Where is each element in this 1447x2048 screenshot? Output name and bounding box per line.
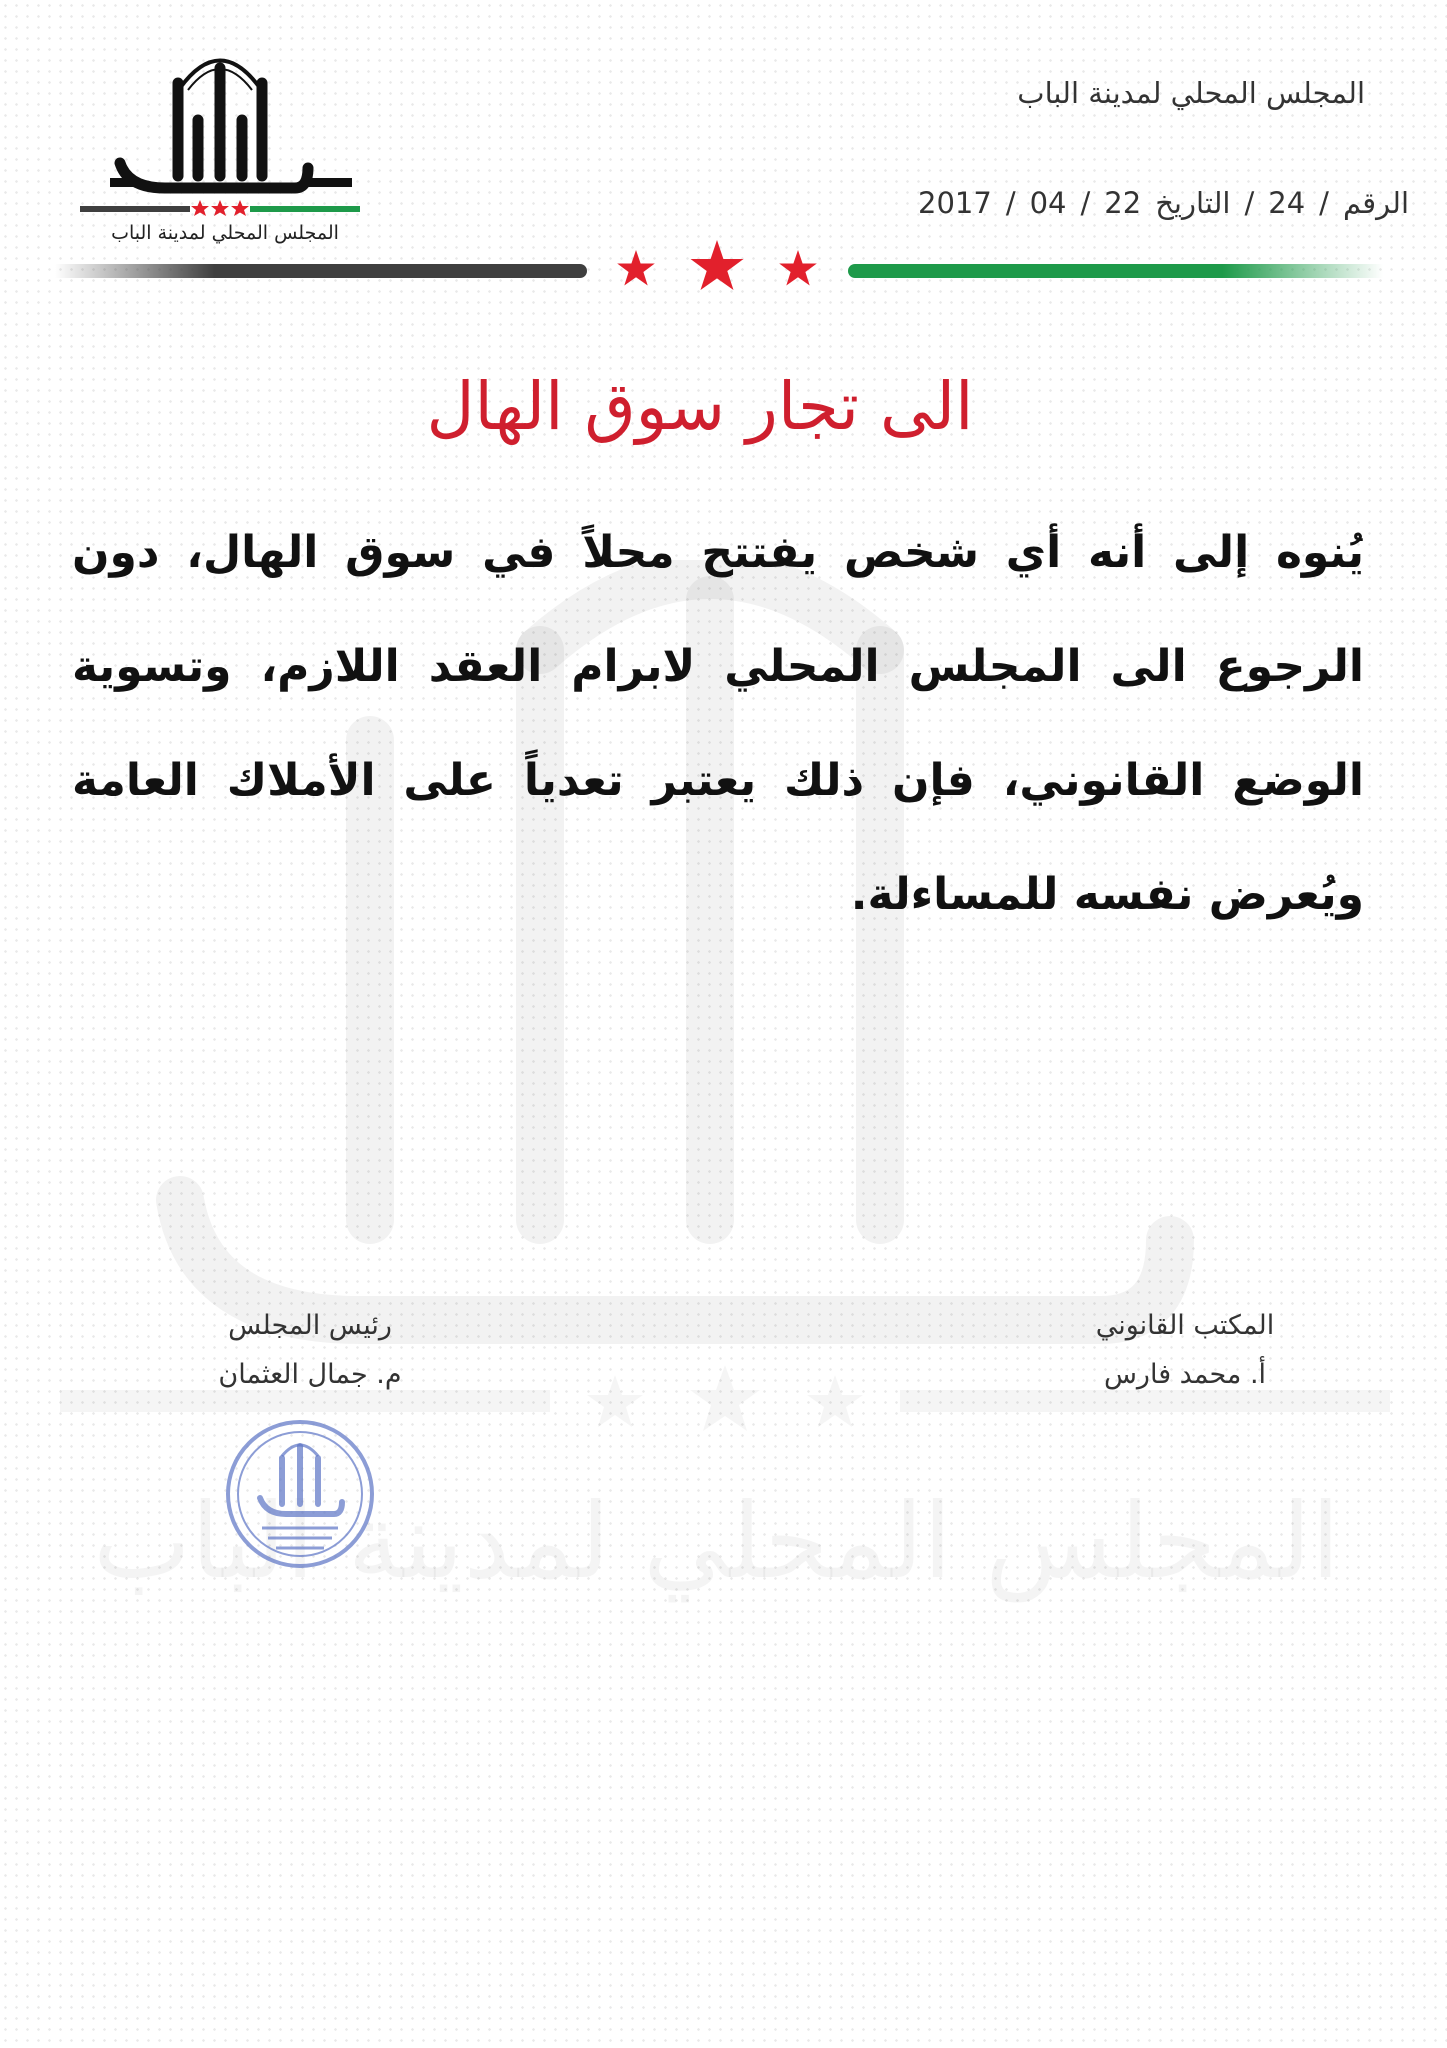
separator: / [1319, 186, 1329, 220]
council-head-role: رئيس المجلس [228, 1310, 392, 1341]
reference-number: 24 [1268, 186, 1306, 220]
separator: / [1244, 186, 1255, 220]
council-head-name: م. جمال العثمان [218, 1359, 402, 1390]
council-head-signature [150, 1310, 470, 1390]
date-month: 04 [1029, 186, 1067, 220]
date-day: 22 [1104, 186, 1142, 220]
legal-office-name: أ. محمد فارس [1103, 1359, 1267, 1390]
document-body: يُنوه إلى أنه أي شخص يفتتح محلاً في سوق الهال، دون الرجوع الى المجلس المحلي لابرام العقد اللازم، وتسوية الوضع القانوني، فإن ذلك يعتبر تعدياً على الأملاك العامة ويُعرض نفسه للمساءلة. [72, 527, 1364, 920]
legal-office-signature [1040, 1310, 1330, 1390]
date-year: 2017 [918, 186, 992, 220]
separator: / [1005, 186, 1016, 220]
logo-caption: المجلس المحلي لمدينة الباب [111, 222, 339, 244]
council-name: المجلس المحلي لمدينة الباب [1017, 76, 1365, 110]
document-title: الى تجار سوق الهال [426, 368, 974, 445]
legal-office-role: المكتب القانوني [1095, 1310, 1275, 1341]
three-stars-icon [605, 238, 830, 302]
flag-stripe-green [848, 264, 1383, 278]
reference-date-line [918, 186, 1409, 220]
reference-label: الرقم [1342, 186, 1409, 220]
date-label: التاريخ [1155, 186, 1231, 220]
official-stamp-icon [222, 1416, 378, 1572]
council-logo [70, 28, 370, 253]
flag-stripe-black [55, 264, 587, 278]
separator: / [1080, 186, 1091, 220]
